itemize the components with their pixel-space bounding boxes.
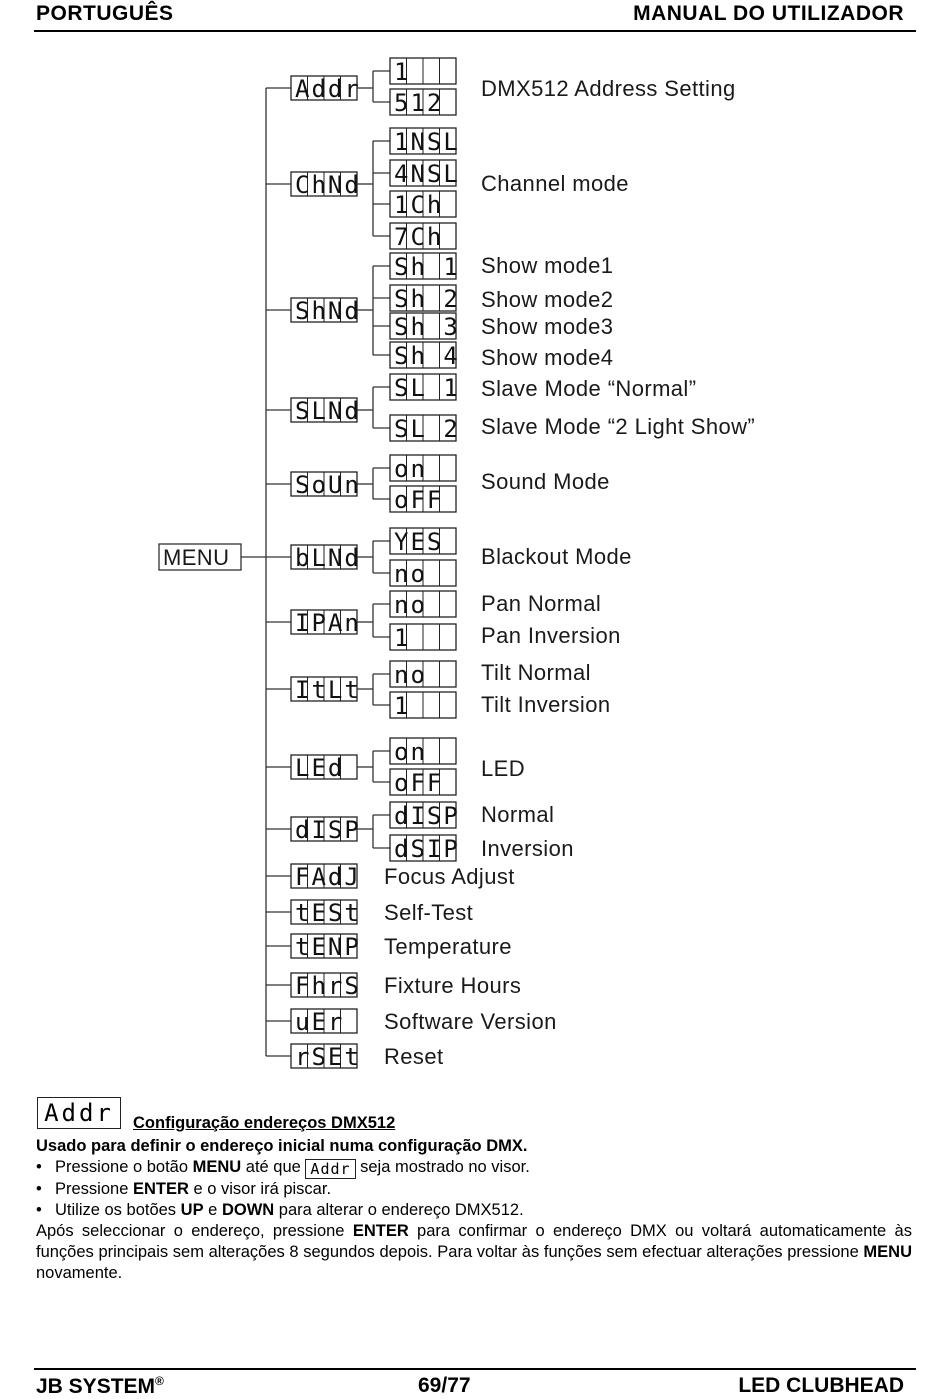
- option-lcd: 1NSL: [394, 128, 460, 156]
- menu-item-chnd: ChNd: [295, 171, 361, 199]
- menu-item-label: Self-Test: [384, 900, 474, 925]
- menu-root-label: MENU: [163, 545, 230, 570]
- menu-item-label: Software Version: [384, 1009, 557, 1034]
- list-item: • Pressione o botão MENU até que Addr seja mostrado no visor.: [36, 1157, 912, 1179]
- option-lcd: 4NSL: [394, 160, 460, 188]
- menu-item-label: Fixture Hours: [384, 973, 522, 998]
- menu-item-disp: dISP: [295, 816, 361, 844]
- menu-item-itlt: ItLt: [295, 676, 361, 704]
- option-lcd: dSIP: [394, 835, 460, 863]
- option-label: Show mode2: [481, 287, 614, 312]
- list-item: • Pressione ENTER e o visor irá piscar.: [36, 1179, 912, 1200]
- option-lcd: oFF: [394, 769, 444, 797]
- option-lcd: on: [394, 455, 427, 483]
- option-label: Channel mode: [481, 171, 629, 196]
- option-label: Tilt Normal: [481, 660, 591, 685]
- menu-item-ipan: IPAn: [295, 609, 361, 637]
- option-label: Pan Normal: [481, 591, 602, 616]
- option-lcd: no: [394, 591, 427, 619]
- instruction-list: [36, 1157, 912, 1221]
- list-item: • Utilize os botões UP e DOWN para alterar o endereço DMX512.: [36, 1200, 912, 1221]
- menu-item-led: LEd: [295, 754, 345, 782]
- option-label: Pan Inversion: [481, 623, 621, 648]
- menu-item-addr: Addr: [295, 75, 361, 103]
- menu-item-fhrs: FhrS: [295, 972, 361, 1000]
- option-lcd: on: [394, 738, 427, 766]
- option-lcd: 512: [394, 89, 444, 117]
- option-label: Sound Mode: [481, 469, 610, 494]
- footer-rule: [34, 1368, 916, 1370]
- option-label: Blackout Mode: [481, 544, 632, 569]
- menu-item-blnd: bLNd: [295, 544, 361, 572]
- option-lcd: 1: [394, 58, 411, 86]
- header-language: PORTUGUÊS: [36, 2, 174, 25]
- option-lcd: SL 2: [394, 415, 460, 443]
- menu-item-rset: rSEt: [295, 1043, 361, 1071]
- option-lcd: Sh 1: [394, 253, 460, 281]
- option-lcd: no: [394, 661, 427, 689]
- option-lcd: SL 1: [394, 374, 460, 402]
- menu-item-slnd: SLNd: [295, 397, 361, 425]
- menu-item-test: tESt: [295, 899, 361, 927]
- menu-item-label: Reset: [384, 1044, 444, 1069]
- menu-item-fadj: FAdJ: [295, 863, 361, 891]
- option-lcd: Sh 4: [394, 342, 460, 370]
- option-label: Show mode4: [481, 345, 614, 370]
- option-lcd: Sh 3: [394, 313, 460, 341]
- menu-item-soun: SoUn: [295, 471, 361, 499]
- option-lcd: 1: [394, 692, 411, 720]
- option-label: Show mode3: [481, 314, 614, 339]
- section-subtitle: Usado para definir o endereço inicial numa configuração DMX.: [36, 1137, 528, 1155]
- option-lcd: oFF: [394, 486, 444, 514]
- header-manual-title: MANUAL DO UTILIZADOR: [633, 2, 904, 25]
- option-label: Inversion: [481, 836, 574, 861]
- option-lcd: Sh 2: [394, 285, 460, 313]
- option-label: DMX512 Address Setting: [481, 76, 736, 101]
- option-lcd: no: [394, 560, 427, 588]
- option-label: Slave Mode “Normal”: [481, 376, 697, 401]
- section-paragraph: Após seleccionar o endereço, pressione ENTER para confirmar o endereço DMX ou voltará automaticamente às funções principais sem alterações 8 segundos depois. Para voltar às funções sem efectuar alterações pressione MENU novamente.: [36, 1222, 912, 1282]
- option-label: LED: [481, 756, 525, 781]
- menu-item-shnd: ShNd: [295, 297, 361, 325]
- section-title: Configuração endereços DMX512: [133, 1114, 396, 1132]
- addr-mini-lcd: Addr: [305, 1159, 355, 1179]
- option-lcd: YES: [394, 528, 444, 556]
- option-label: Tilt Inversion: [481, 692, 611, 717]
- page-number: 69/77: [418, 1374, 471, 1397]
- option-lcd: 1Ch: [394, 191, 444, 219]
- addr-lcd-display: Addr: [37, 1097, 121, 1129]
- option-label: Normal: [481, 802, 555, 827]
- footer-product: LED CLUBHEAD: [738, 1374, 904, 1397]
- menu-item-tenp: tENP: [295, 933, 361, 961]
- menu-item-label: Focus Adjust: [384, 864, 515, 889]
- menu-item-uer: uEr: [295, 1008, 345, 1036]
- section-body: [36, 1136, 912, 1284]
- option-lcd: 1: [394, 624, 411, 652]
- footer-brand: JB SYSTEM®: [36, 1374, 164, 1398]
- option-label: Slave Mode “2 Light Show”: [481, 414, 756, 439]
- option-lcd: dISP: [394, 802, 460, 830]
- option-lcd: 7Ch: [394, 223, 444, 251]
- menu-item-label: Temperature: [384, 934, 512, 959]
- option-label: Show mode1: [481, 253, 614, 278]
